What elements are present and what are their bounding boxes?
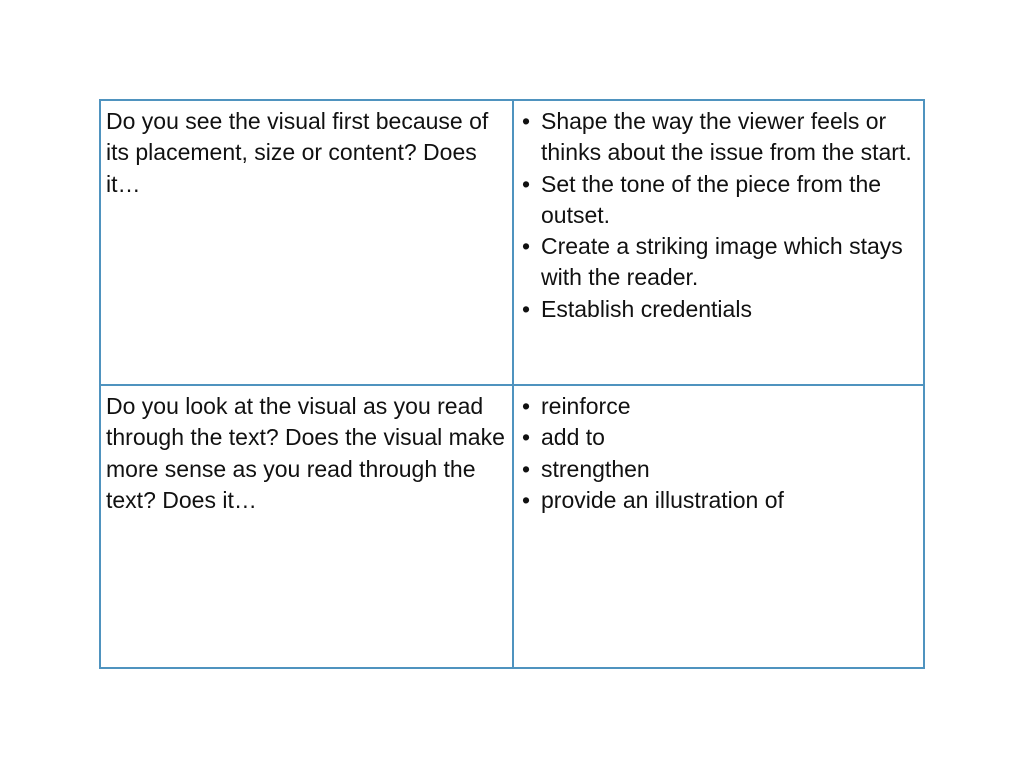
list-item-text: reinforce: [541, 393, 631, 419]
bullet-icon: •: [522, 233, 531, 260]
list-item-text: Establish credentials: [541, 295, 752, 322]
list-item-text: Create a striking image which stays with the reader.: [541, 233, 903, 291]
list-item: [519, 391, 923, 422]
table-row-2-answer-cell: [514, 386, 923, 667]
bullet-icon: •: [522, 486, 531, 513]
list-item: [519, 106, 923, 169]
list-item-text: strengthen: [541, 455, 650, 482]
bullet-icon: •: [522, 170, 531, 197]
bullet-list-1: [519, 106, 923, 325]
question-text-1: Do you see the visual first because of its placement, size or content? Does it…: [106, 108, 489, 197]
list-item: [519, 485, 923, 516]
list-item: [519, 231, 923, 294]
list-item-text: Set the tone of the piece from the outset.: [541, 170, 882, 228]
list-item: [519, 422, 923, 453]
bullet-icon: •: [522, 295, 531, 322]
bullet-list-2: [519, 391, 923, 516]
bullet-icon: •: [522, 108, 531, 134]
list-item: [519, 294, 923, 325]
table-row-1-question-cell: [101, 101, 512, 384]
bullet-icon: •: [522, 424, 531, 451]
bullet-icon: •: [522, 393, 531, 419]
table-row-2-question-cell: [101, 386, 512, 667]
table-row-1-answer-cell: [514, 101, 923, 384]
list-item-text: Shape the way the viewer feels or thinks about the issue from the start.: [541, 108, 912, 166]
content-table: [99, 99, 925, 669]
list-item-text: add to: [541, 424, 605, 451]
question-text-2: Do you look at the visual as you read through the text? Does the visual make more sense as you read through the text? Does it…: [106, 393, 505, 513]
list-item-text: provide an illustration of: [541, 486, 784, 513]
list-item: [519, 454, 923, 485]
list-item: [519, 169, 923, 232]
bullet-icon: •: [522, 455, 531, 482]
